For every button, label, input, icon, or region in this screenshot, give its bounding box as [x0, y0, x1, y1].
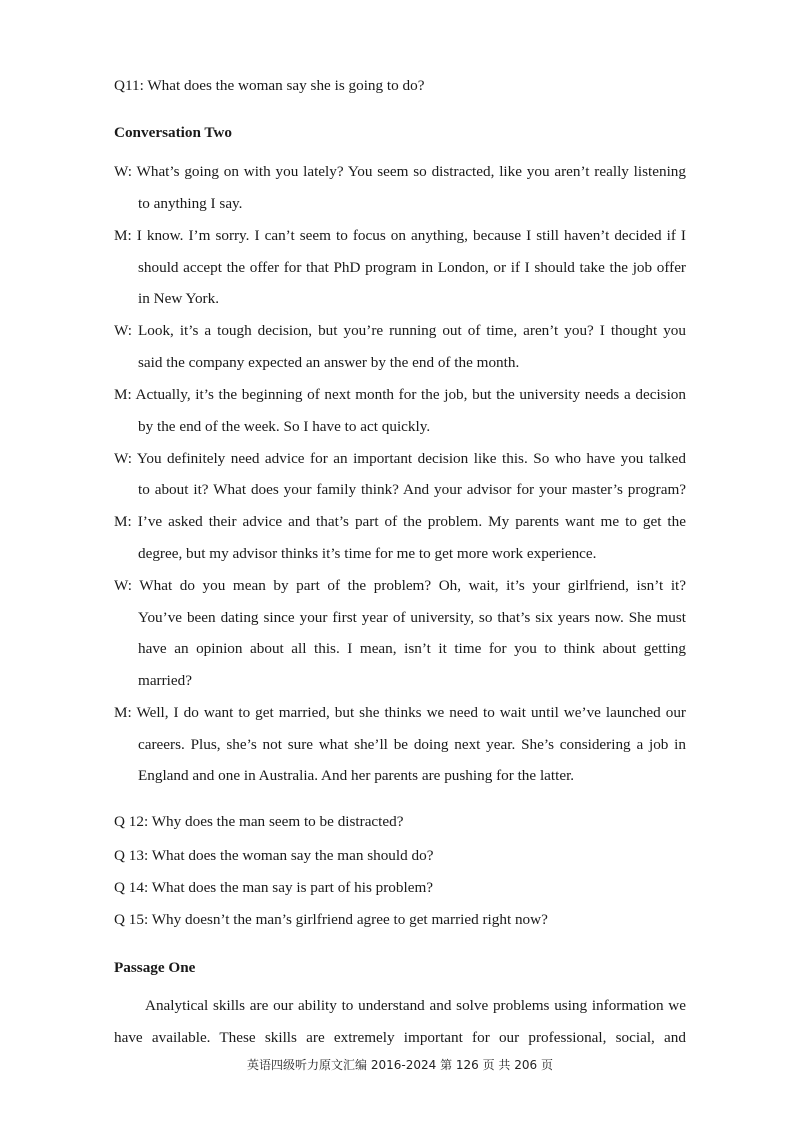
transcript-line: to anything I say.	[138, 195, 243, 212]
transcript-line: M: Well, I do want to get married, but she thinks we need to wait until we’ve launched our	[114, 704, 686, 721]
transcript-line: M: I’ve asked their advice and that’s part of the problem. My parents want me to get the	[114, 513, 686, 530]
transcript-line: to about it? What does your family think? And your advisor for your master’s program?	[138, 481, 686, 498]
transcript-line: in New York.	[138, 290, 220, 307]
transcript-line: degree, but my advisor thinks it’s time for me to get more work experience.	[138, 545, 597, 562]
question-12: Q 12: Why does the man seem to be distracted?	[114, 813, 404, 830]
question-11: Q11: What does the woman say she is going to do?	[114, 77, 425, 94]
transcript-line: W: Look, it’s a tough decision, but you’re running out of time, aren’t you? I thought you	[114, 322, 686, 339]
transcript-line: W: What do you mean by part of the problem? Oh, wait, it’s your girlfriend, isn’t it?	[114, 577, 686, 594]
transcript-line: should accept the offer for that PhD program in London, or if I should take the job offer	[138, 259, 686, 276]
transcript-line: have an opinion about all this. I mean, isn’t it time for you to think about getting	[138, 640, 686, 657]
conversation-two-heading: Conversation Two	[114, 124, 232, 141]
transcript-line: You’ve been dating since your first year of university, so that’s six years now. She must	[138, 609, 686, 626]
transcript-line: England and one in Australia. And her parents are pushing for the latter.	[138, 767, 575, 784]
transcript-line: said the company expected an answer by the end of the month.	[138, 354, 520, 371]
transcript-line: married?	[138, 672, 192, 689]
passage-one-heading: Passage One	[114, 959, 196, 976]
question-13: Q 13: What does the woman say the man should do?	[114, 847, 434, 864]
transcript-line: W: What’s going on with you lately? You seem so distracted, like you aren’t really listening	[114, 163, 686, 180]
transcript-line: M: Actually, it’s the beginning of next month for the job, but the university needs a decision	[114, 386, 686, 403]
question-15: Q 15: Why doesn’t the man’s girlfriend agree to get married right now?	[114, 911, 548, 928]
transcript-line: M: I know. I’m sorry. I can’t seem to focus on anything, because I still haven’t decided if I	[114, 227, 686, 244]
passage-line: have available. These skills are extremely important for our professional, social, and	[114, 1029, 686, 1046]
transcript-line: by the end of the week. So I have to act quickly.	[138, 418, 431, 435]
passage-line: Analytical skills are our ability to understand and solve problems using information we	[145, 997, 686, 1014]
transcript-line: careers. Plus, she’s not sure what she’ll be doing next year. She’s considering a job in	[138, 736, 686, 753]
question-14: Q 14: What does the man say is part of his problem?	[114, 879, 434, 896]
page-footer: 英语四级听力原文汇编 2016-2024 第 126 页 共 206 页	[247, 1058, 553, 1072]
transcript-line: W: You definitely need advice for an important decision like this. So who have you talked	[114, 450, 686, 467]
